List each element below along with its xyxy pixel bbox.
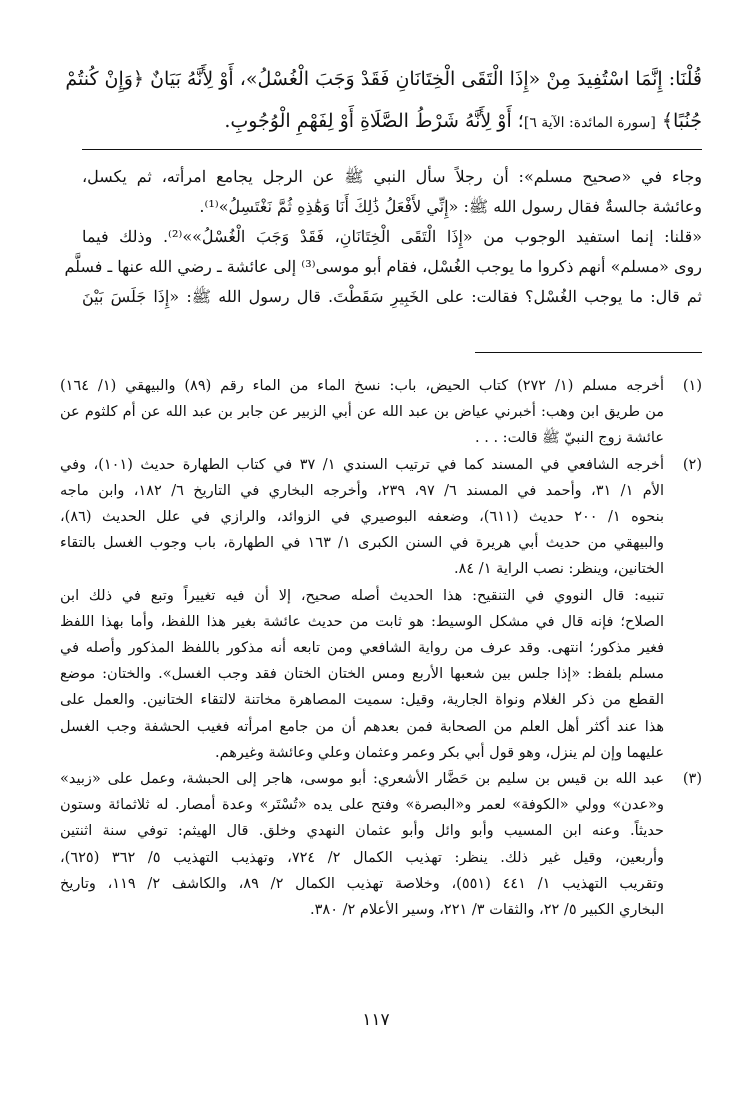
footnote-number: (٢) xyxy=(682,456,702,473)
footnote-line: الختانين، وينظر: نصب الراية ١/ ٨٤. xyxy=(454,561,664,578)
commentary-line-2 xyxy=(82,100,702,144)
main-line: وعائشة جالسةٌ فقال رسول الله ﷺ: «إِنِّي لأَفْعَلُ ذَٰلِكَ أَنَا وَهَٰذِهِ ثُمَّ نَغْتَسِلُ»⁽¹⁾. xyxy=(199,197,702,216)
footnote-separator xyxy=(475,352,702,353)
footnote-remark-line: الصلاح؛ فإنه قال في مشكل الوسيط: هو ثابت من حديث عائشة بغير هذا اللفظ، وأما بهذا اللفظ xyxy=(60,613,664,630)
main-line: وجاء في «صحيح مسلم»: أن رجلاً سأل النبي ﷺ عن الرجل يجامع امرأته، ثم يكسل، xyxy=(82,167,702,186)
footnote-2 xyxy=(60,452,702,766)
footnote-line: عائشة زوج النبيّ ﷺ قالت: . . . xyxy=(475,430,664,447)
main-line: «قلنا: إنما استفيد الوجوب من «إِذَا الْتَقَى الْخِتَانَانِ، فَقَدْ وَجَبَ الْغُسْلُ»»⁽²⁾. وذلك فيما xyxy=(82,227,703,246)
main-line: روى «مسلم» أنهم ذكروا ما يوجب الغُسْل، فقام أبو موسى⁽³⁾ إلى عائشة ـ رضي الله عنها ـ فسلَّم xyxy=(64,257,702,276)
footnote-line: و«عدن» وولي «الكوفة» لعمر و«البصرة» وفتح على يده «تُسْتَر» وعدة أمصار. له ثلاثمائة وستون xyxy=(60,797,664,814)
footnote-remark-line: هذا عند أكثر أهل العلم من الصحابة فمن بعدهم أن من جامع امرأته فغيب الحشفة وجب الغسل xyxy=(60,718,664,735)
footnote-1 xyxy=(60,373,702,452)
main-line: ثم قال: ما يوجب الغُسْل؟ فقالت: على الخَبِيرِ سَقَطْتَ. قال رسول الله ﷺ: «إِذَا جَلَسَ بَيْنَ xyxy=(82,287,702,306)
footnote-line: أخرجه الشافعي في المسند كما في ترتيب السندي ١/ ٣٧ في كتاب الطهارة حديث (١٠١)، وفي xyxy=(60,456,665,473)
footnote-line: الأم ١/ ٣١، وأحمد في المسند ٦/ ٩٧، ٢٣٩، وأخرجه البخاري في التاريخ ٦/ ١٨٢، وابن ماجه xyxy=(60,482,665,499)
quoted-commentary-block xyxy=(65,58,702,144)
footnotes xyxy=(60,373,702,923)
footnote-line: وأربعين، وقيل غير ذلك. ينظر: تهذيب الكمال ٢/ ٧٢٤، وتهذيب التهذيب ٥/ ٣٦٢ (٦٢٥)، xyxy=(60,849,664,866)
footnote-3 xyxy=(60,766,702,923)
footnote-remark-line: مسلم بلفظ: «إذا جلس بين شعبها الأربع ومس الختان الختان فقد وجب الغسل». والختان: موضع xyxy=(60,666,664,683)
footnote-remark-line: عليهما وإن لم ينزل، وهو قول أبي بكر وعمر وعثمان وعلي وعائشة وغيرهم. xyxy=(214,744,664,761)
footnote-line: البخاري الكبير ٥/ ٢٢، والثقات ٣/ ٢٢١، وسير الأعلام ٢/ ٣٨٠. xyxy=(310,902,664,919)
footnote-line: أخرجه مسلم (١/ ٢٧٢) كتاب الحيض، باب: نسخ الماء من الماء رقم (٨٩) والبيهقي (١/ ١٦٤) xyxy=(60,378,665,394)
section-divider xyxy=(82,149,702,150)
footnote-remark-line: تنبيه: قال النووي في التنقيح: هذا الحديث أصله صحيح، إلا أن فيه تغييراً وتبع في ذلك ابن xyxy=(60,587,664,604)
footnote-line: بنحوه ١/ ٢٠٠ حديث (٦١١)، وضعفه البوصيري في الزوائد، والرازي في علل الحديث (٨٦)، xyxy=(60,509,665,526)
footnote-number: (١) xyxy=(682,378,702,394)
page-number: ١١٧ xyxy=(362,1010,390,1030)
footnote-line: وتقريب التهذيب ١/ ٤٤١ (٥٥١)، وخلاصة تهذيب الكمال ٢/ ٨٩، والكاشف ٢/ ١١٩، وتاريخ xyxy=(60,875,664,892)
footnote-line: والبيهقي من حديث أبي هريرة في السنن الكبرى ١/ ١٦٣ في الطهارة، باب وجوب الغسل بالتقاء xyxy=(60,535,664,552)
commentary-line-1: قُلْنَا: إِنَّمَا اسْتُفِيدَ مِنْ «إِذَا الْتَقَى الْخِتَانَانِ فَقَدْ وَجَبَ الْغُسْلُ»، أَوْ لِأَنَّهُ بَيَانٌ ﴿وَإِنْ كُنتُمْ xyxy=(65,68,702,90)
footnote-remark-line: القطع من ذكر الغلام ونواة الجارية، وقيل: سميت المصاهرة مخاتنة لالتقاء الختانين. والعمل على xyxy=(60,692,664,709)
footnote-line: عبد الله بن قيس بن سليم بن حَضَّار الأشعري: أبو موسى، هاجر إلى الحبشة، وعمل على «زبيد» xyxy=(60,771,664,788)
footnote-remark-line: فغير مذكور؛ انتهى. وقد عرف من رواية الشافعي ومن تابعه أنه مذكور باللفظ المذكور وأصله في xyxy=(60,640,664,657)
footnote-line: حديثاً. وعنه ابن المسيب وأبو وائل وأبو عثمان النهدي وخلق. قال الهيثم: توفي سنة اثنتين xyxy=(60,823,664,840)
main-text xyxy=(64,162,703,312)
footnote-line: من طريق ابن وهب: أخبرني عياض بن عبد الله عن أبي الزبير عن جابر بن عبد الله عن أم كلثوم عن xyxy=(60,404,664,421)
quran-quote: جُنُبًا﴾ xyxy=(661,110,702,132)
footnote-number: (٣) xyxy=(682,771,702,788)
sura-reference: [سورة المائدة: الآية ٦] xyxy=(523,115,656,131)
commentary-line-2-rest: ؛ أَوْ لِأَنَّهُ شَرْطُ الصَّلَاةِ أَوْ لِفَهْمِ الْوُجُوبِ. xyxy=(224,110,524,132)
